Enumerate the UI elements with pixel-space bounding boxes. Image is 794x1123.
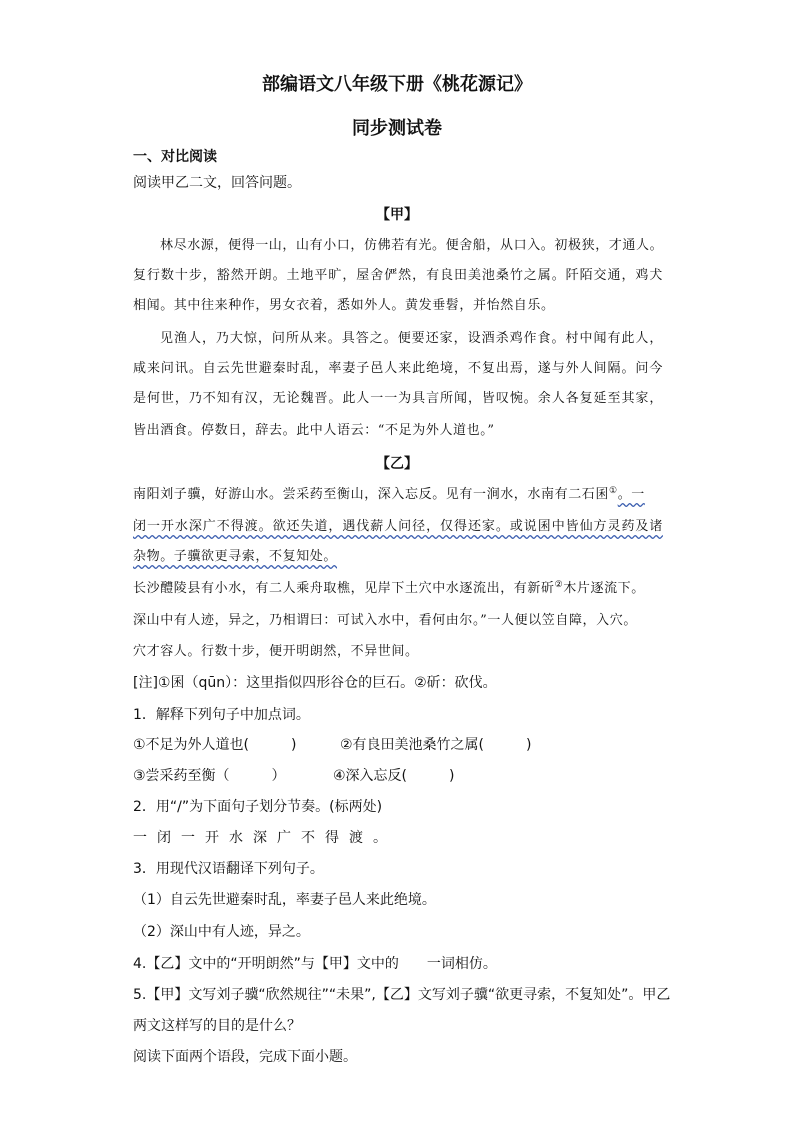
passage-jia-line: 相闻。其中往来种作，男女衣着，悉如外人。黄发垂髫，并怡然自乐。 (133, 298, 555, 313)
footnote-mark: ② (554, 580, 564, 590)
question-1-item-c: ③尝采药至衡（ ） (133, 768, 286, 784)
question-3-item-1: （1）自云先世避秦时乱，率妻子邑人来此绝境。 (133, 892, 436, 908)
passage-yi-line: 深山中有人迹，异之，乃相谓曰：可试入水中，看何由尔。”一人便以笠自障，入穴。 (133, 613, 637, 628)
wavy-underlined-text: 杂物。子骥欲更寻索，不复知处。 (133, 549, 338, 564)
question-3: 3．用现代汉语翻译下列句子。 (133, 861, 324, 877)
passage-jia-line: 复行数十步，豁然开朗。土地平旷，屋舍俨然，有良田美池桑竹之属。阡陌交通，鸡犬 (133, 268, 663, 283)
passage-jia-line: 林尽水源，便得一山，山有小口，仿佛若有光。便舍船，从口入。初极狭，才通人。 (160, 238, 664, 253)
question-2: 2．用“/”为下面句子划分节奏。(标两处) (133, 799, 383, 815)
passage-jia-label: 【甲】 (376, 207, 418, 223)
passage-jia-line: 咸来问讯。自云先世避秦时乱，率妻子邑人来此绝境，不复出焉，遂与外人间隔。问今 (133, 361, 663, 376)
passage-yi-line: 穴才容人。行数十步，便开明朗然，不异世间。 (133, 644, 419, 659)
question-2-sentence: 一闭一开水深广不得渡。 (133, 830, 397, 846)
passage-yi-line: 闭一开水深广不得渡。欲还失道，遇伐薪人问径，仅得还家。或说囷中皆仙方灵药及诸 (133, 519, 663, 534)
passage-jia-line: 皆出酒食。停数日，辞去。此中人语云：“不足为外人道也。” (133, 423, 495, 438)
passage-jia-line: 见渔人，乃大惊，问所从来。具答之。便要还家，设酒杀鸡作食。村中闻有此人， (160, 331, 663, 346)
passage-yi-text: 长沙醴陵县有小水，有二人乘舟取樵，见岸下土穴中水逐流出，有新斫 (133, 581, 555, 596)
footnote-mark: ① (609, 486, 618, 496)
passage-yi-line (133, 545, 663, 564)
document-title: 部编语文八年级下册《桃花源记》 (262, 74, 532, 95)
question-3-item-2: （2）深山中有人迹，异之。 (133, 924, 310, 940)
next-reading-instruction: 阅读下面两个语段，完成下面小题。 (133, 1049, 357, 1065)
question-1: 1．解释下列句子中加点词。 (133, 707, 310, 723)
passage-jia-line: 是何世，乃不知有汉，无论魏晋。此人一一为具言所闻，皆叹惋。余人各复延至其家， (133, 391, 663, 406)
passage-yi-line (133, 483, 663, 502)
question-4: 4.【乙】文中的“开明朗然”与【甲】文中的 一词相仿。 (133, 956, 497, 972)
question-1-item-a: ①不足为外人道也( ) (133, 737, 297, 753)
passage-yi-line (133, 577, 663, 596)
wavy-underlined-text: 。一 (617, 487, 645, 502)
reading-instruction: 阅读甲乙二文，回答问题。 (133, 175, 301, 191)
question-1-item-d: ④深入忘反( ) (333, 768, 455, 784)
document-subtitle: 同步测试卷 (352, 118, 442, 139)
passage-yi-text: 南阳刘子骥，好游山水。尝采药至衡山，深入忘反。见有一涧水，水南有二石囷 (133, 487, 610, 502)
question-1-item-b: ②有良田美池桑竹之属( ) (340, 737, 532, 753)
question-5-line: 两文这样写的目的是什么？ (133, 1018, 301, 1034)
passage-yi-text: 木片逐流下。 (563, 581, 645, 596)
question-5-line: 5.【甲】文写刘子骥“欣然规往”“未果”,【乙】文写刘子骥“欲更寻索，不复知处”。甲乙 (133, 987, 671, 1003)
passage-yi-label: 【乙】 (376, 456, 418, 472)
section-heading: 一、对比阅读 (133, 149, 217, 165)
annotation-note: [注]①囷（qūn）：这里指似四形谷仓的巨石。②斫：砍伐。 (133, 675, 497, 691)
